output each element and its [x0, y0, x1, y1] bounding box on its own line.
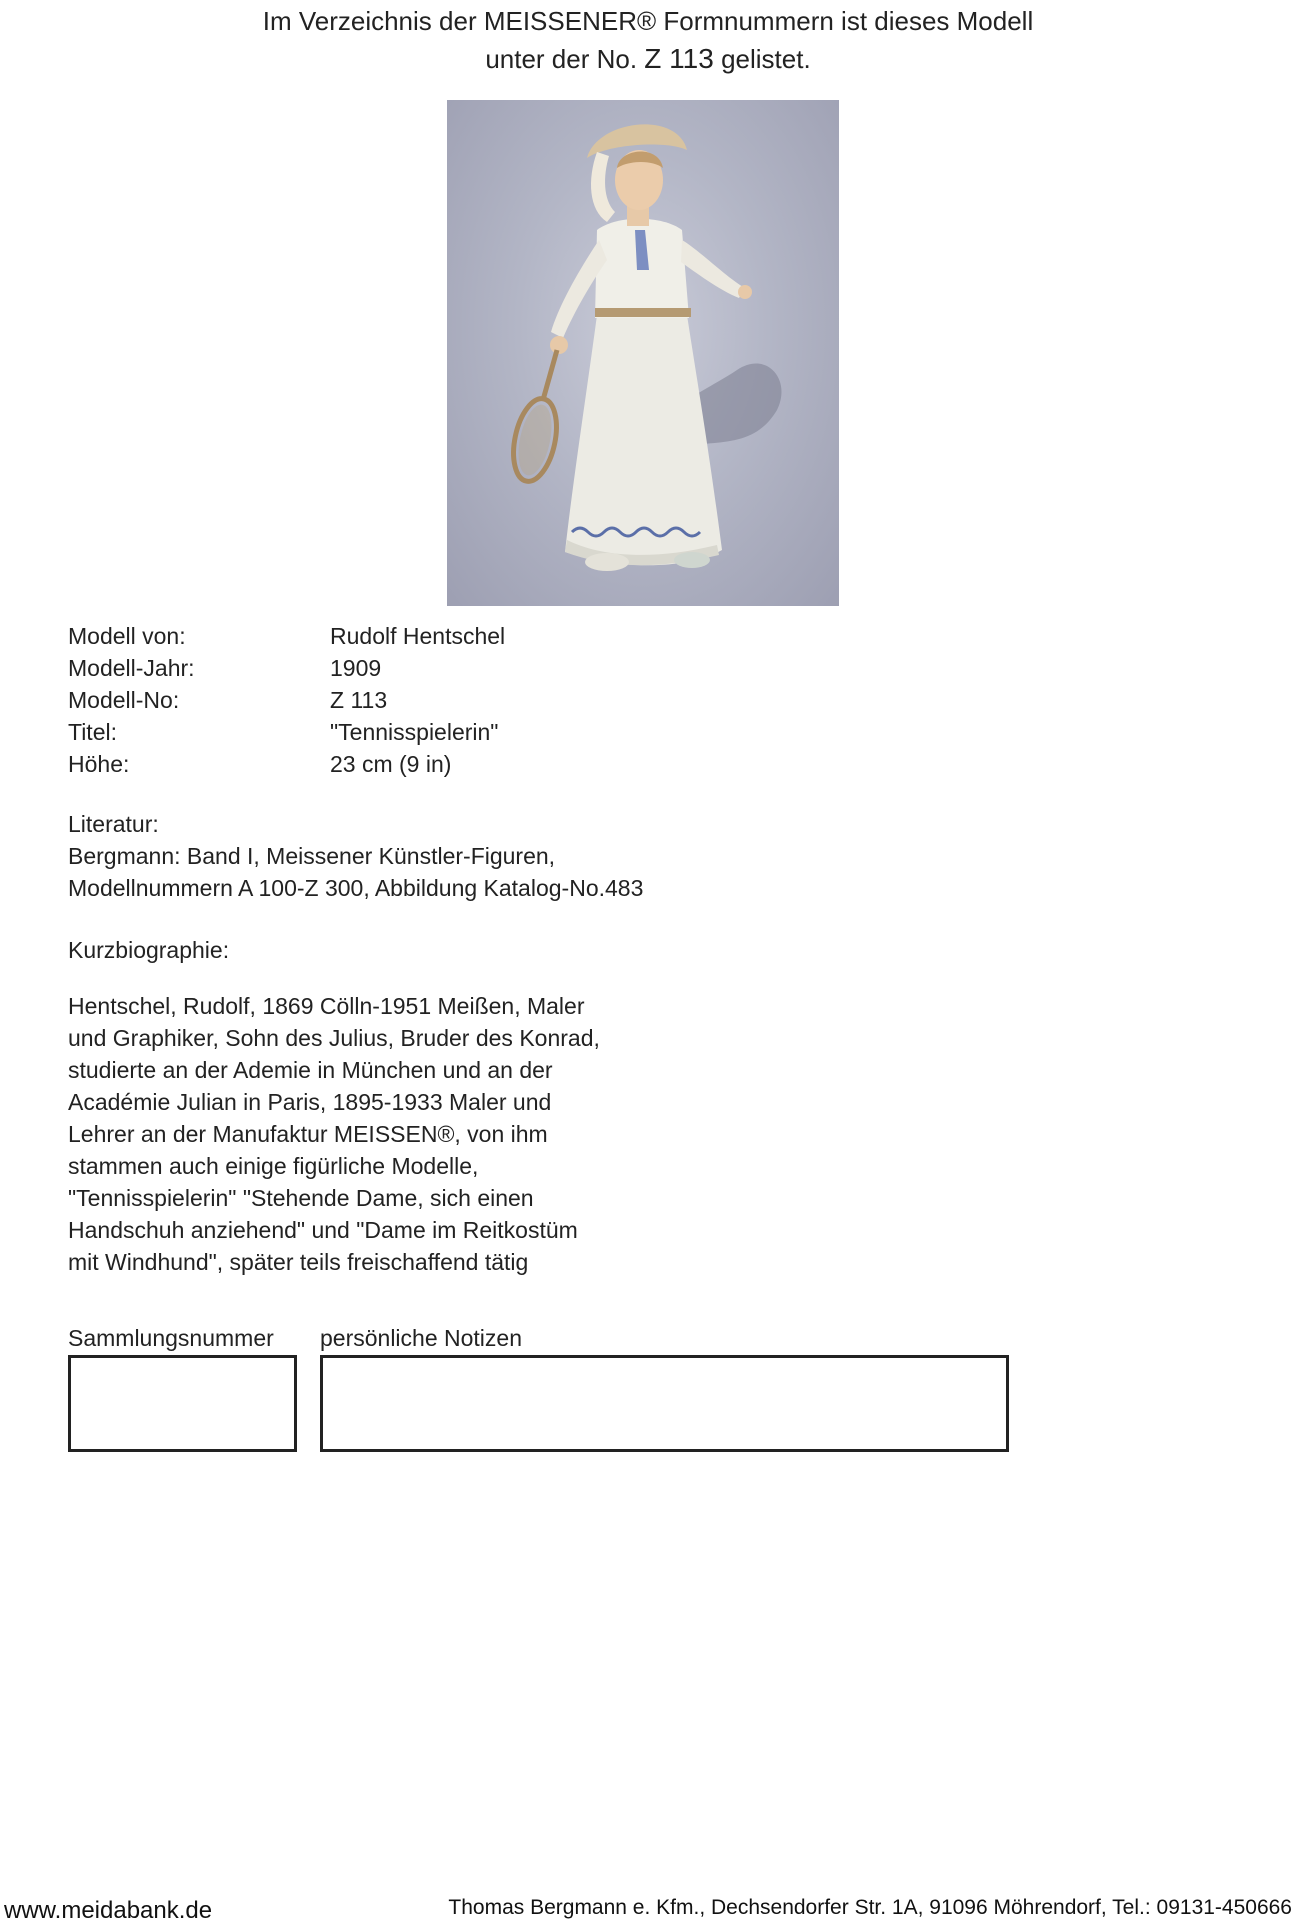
spec-value: "Tennisspielerin"	[330, 719, 499, 745]
biography-text	[68, 990, 600, 1278]
figurine-illustration	[447, 100, 839, 606]
header-line-2-suffix: gelistet.	[721, 44, 811, 74]
personal-notes-label: persönliche Notizen	[320, 1325, 523, 1351]
biography-line: "Tennisspielerin" "Stehende Dame, sich einen	[68, 1185, 534, 1211]
biography-line: stammen auch einige figürliche Modelle,	[68, 1153, 479, 1179]
header-line-2-prefix: unter der No.	[485, 44, 638, 74]
spec-value: 1909	[330, 655, 382, 681]
footer-website-link[interactable]: www.meidabank.de	[4, 1897, 213, 1924]
spec-label: Modell von:	[68, 623, 186, 649]
spec-label: Titel:	[68, 719, 117, 745]
biography-line: mit Windhund", später teils freischaffend tätig	[68, 1249, 529, 1275]
header-line-2	[0, 40, 1296, 78]
biography-line: Académie Julian in Paris, 1895-1933 Maler und	[68, 1089, 552, 1115]
biography-line: Hentschel, Rudolf, 1869 Cölln-1951 Meißen, Maler	[68, 993, 585, 1019]
spec-label: Modell-Jahr:	[68, 655, 195, 681]
footer-contact: Thomas Bergmann e. Kfm., Dechsendorfer Str. 1A, 91096 Möhrendorf, Tel.: 09131-450666	[448, 1896, 1292, 1919]
literature-line: Modellnummern A 100-Z 300, Abbildung Katalog-No.483	[68, 875, 644, 901]
biography-line: studierte an der Ademie in München und an der	[68, 1057, 553, 1083]
literature-heading: Literatur:	[68, 811, 159, 837]
biography-line: und Graphiker, Sohn des Julius, Bruder des Konrad,	[68, 1025, 600, 1051]
header-line-1: Im Verzeichnis der MEISSENER® Formnummern ist dieses Modell	[262, 6, 1034, 36]
figurine-photo	[447, 100, 839, 606]
biography-line: Lehrer an der Manufaktur MEISSEN®, von ihm	[68, 1121, 548, 1147]
collection-number-box[interactable]	[68, 1355, 297, 1452]
spec-label: Höhe:	[68, 751, 130, 777]
spec-value: Z 113	[330, 687, 388, 713]
spec-value: Rudolf Hentschel	[330, 623, 506, 649]
literature-line: Bergmann: Band I, Meissener Künstler-Figuren,	[68, 843, 556, 869]
literature-section	[68, 808, 643, 904]
personal-notes-box[interactable]	[320, 1355, 1009, 1452]
model-number-highlight: Z 113	[644, 43, 714, 74]
biography-heading: Kurzbiographie:	[68, 937, 230, 963]
biography-line: Handschuh anziehend" und "Dame im Reitkostüm	[68, 1217, 578, 1243]
collection-number-label: Sammlungsnummer	[68, 1325, 274, 1351]
spec-label: Modell-No:	[68, 687, 180, 713]
spec-value: 23 cm (9 in)	[330, 751, 452, 777]
